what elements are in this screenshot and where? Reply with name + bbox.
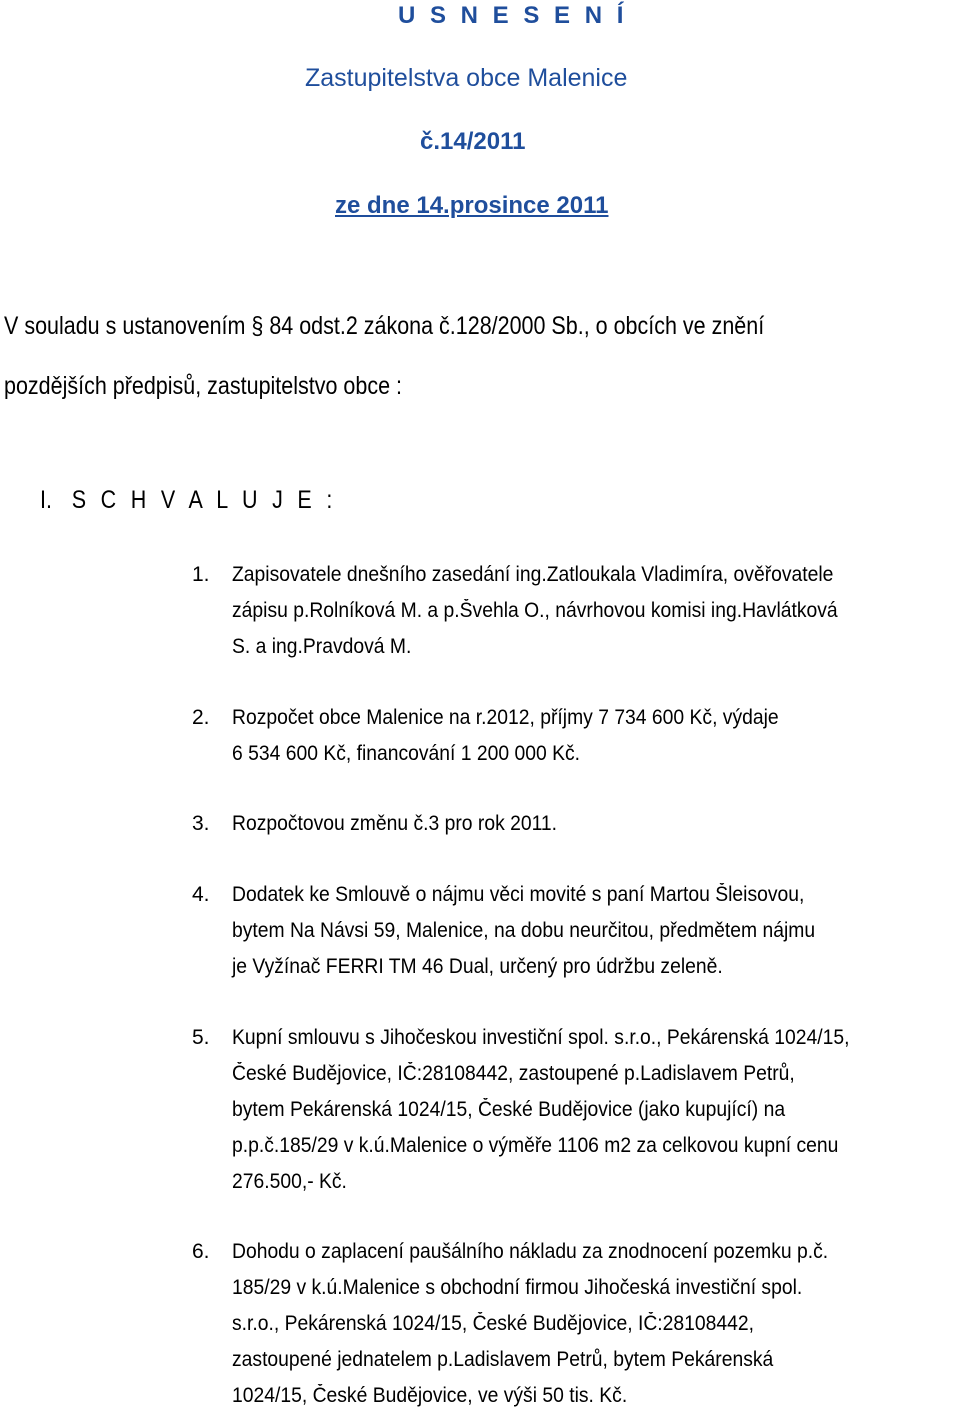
list-item-line: zápisu p.Rolníková M. a p.Švehla O., návrhovou komisi ing.Havlátková <box>232 599 838 622</box>
document-title: U S N E S E N Í <box>398 2 628 29</box>
resolution-date: ze dne 14.prosince 2011 <box>335 192 609 219</box>
list-item-line: p.p.č.185/29 v k.ú.Malenice o výměře 1106 m2 za celkovou kupní cenu <box>232 1134 839 1157</box>
section-label: S C H V A L U J E : <box>71 486 337 514</box>
list-item-line: zastoupené jednatelem p.Ladislavem Petrů, bytem Pekárenská <box>232 1348 774 1371</box>
list-item-line: je Vyžínač FERRI TM 46 Dual, určený pro údržbu zeleně. <box>232 955 723 978</box>
list-item-number: 4. <box>192 883 210 906</box>
list-item-line: Rozpočet obce Malenice na r.2012, příjmy 7 734 600 Kč, výdaje <box>232 706 779 729</box>
list-item-number: 1. <box>192 563 210 586</box>
list-item-line: 6 534 600 Kč, financování 1 200 000 Kč. <box>232 742 581 765</box>
list-item-line: 185/29 v k.ú.Malenice s obchodní firmou Jihočeská investiční spol. <box>232 1276 803 1299</box>
list-item-line: Zapisovatele dnešního zasedání ing.Zatloukala Vladimíra, ověřovatele <box>232 563 834 586</box>
list-item-line: České Budějovice, IČ:28108442, zastoupené p.Ladislavem Petrů, <box>232 1062 795 1085</box>
list-item-line: Rozpočtovou změnu č.3 pro rok 2011. <box>232 812 558 835</box>
list-item-line: S. a ing.Pravdová M. <box>232 635 412 658</box>
list-item-number: 6. <box>192 1240 210 1263</box>
list-item-line: bytem Pekárenská 1024/15, České Budějovice (jako kupující) na <box>232 1098 786 1121</box>
list-item-line: bytem Na Návsi 59, Malenice, na dobu neurčitou, předmětem nájmu <box>232 919 816 942</box>
list-item-number: 2. <box>192 706 210 729</box>
list-item-number: 3. <box>192 812 210 835</box>
section-roman-numeral: I. <box>40 486 52 514</box>
list-item-line: 276.500,- Kč. <box>232 1170 347 1193</box>
list-item-line: Kupní smlouvu s Jihočeskou investiční spol. s.r.o., Pekárenská 1024/15, <box>232 1026 850 1049</box>
resolution-number: č.14/2011 <box>420 128 526 155</box>
list-item-line: Dodatek ke Smlouvě o nájmu věci movité s paní Martou Šleisovou, <box>232 883 805 906</box>
list-item-number: 5. <box>192 1026 210 1049</box>
section-heading <box>40 486 337 515</box>
list-item-line: s.r.o., Pekárenská 1024/15, České Budějovice, IČ:28108442, <box>232 1312 754 1335</box>
intro-line-2: pozdějších předpisů, zastupitelstvo obce : <box>4 372 402 400</box>
issuing-body: Zastupitelstva obce Malenice <box>305 64 628 92</box>
list-item-line: Dohodu o zaplacení paušálního nákladu za znodnocení pozemku p.č. <box>232 1240 829 1263</box>
list-item-line: 1024/15, České Budějovice, ve výši 50 tis. Kč. <box>232 1384 628 1407</box>
intro-line-1: V souladu s ustanovením § 84 odst.2 zákona č.128/2000 Sb., o obcích ve znění <box>4 312 765 340</box>
